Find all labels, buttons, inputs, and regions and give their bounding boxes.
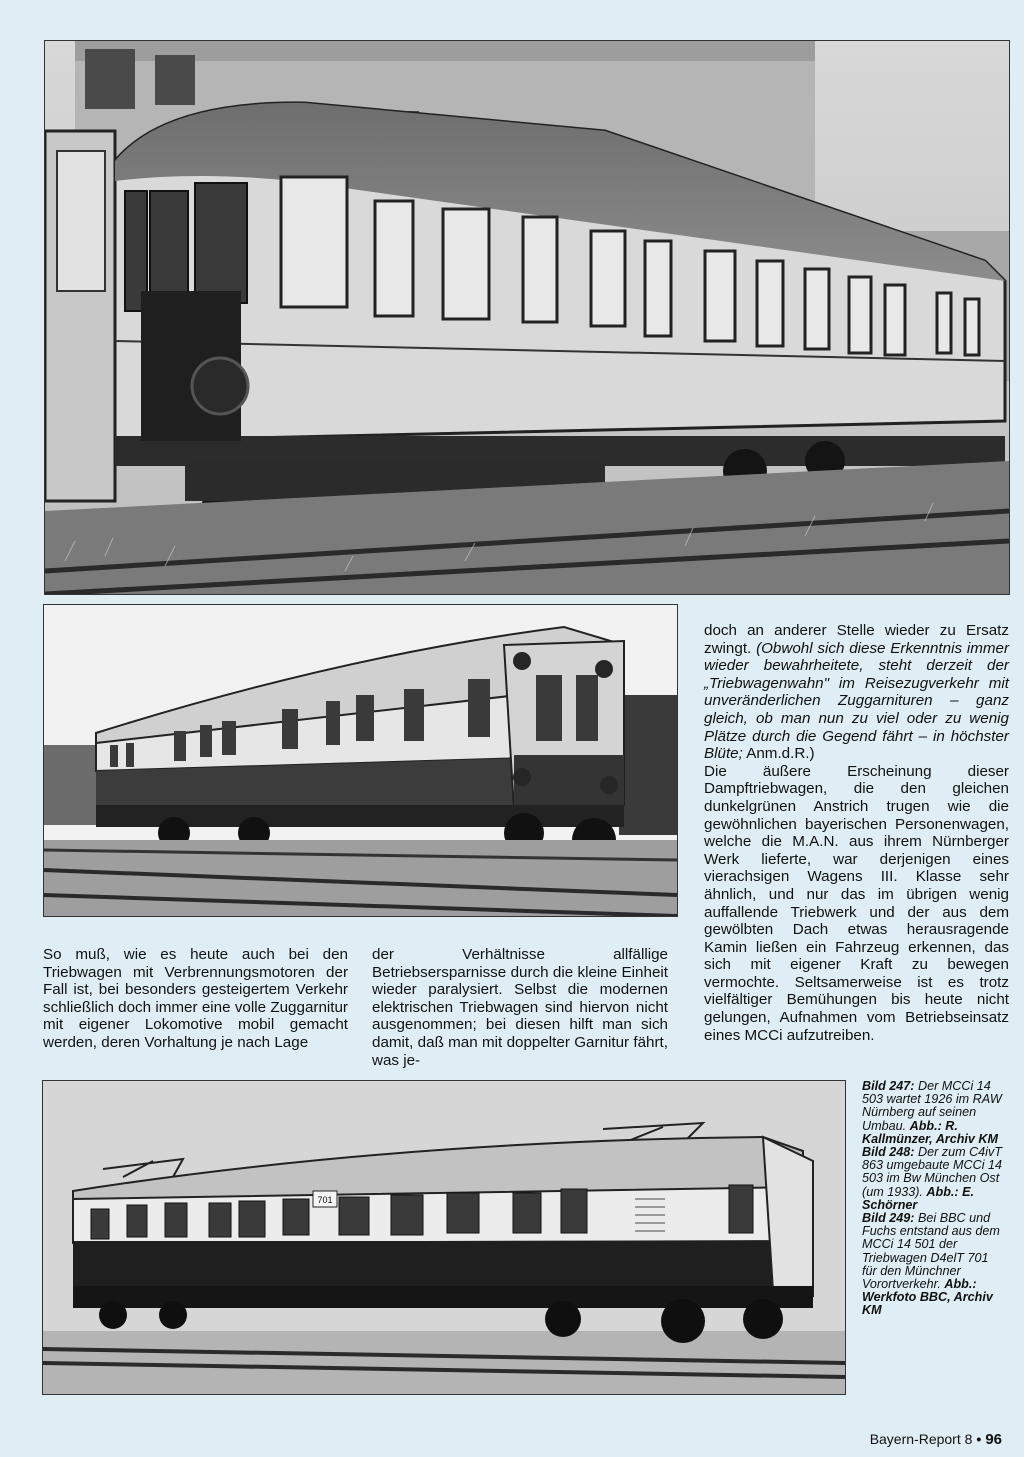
caption-credit: Abb.: Werkfoto BBC, Archiv KM <box>862 1277 993 1318</box>
editor-note-italic: (Obwohl sich diese Erkenntnis immer wieder bewahrheitete, steht derzeit der „Triebwagenwahn" im Reisezugverkehr mit unveränderlichen Zuggarnituren – ganz gleich, ob man nun zu viel oder zu wenig Plätze durch die Gegend fährt – in höchster Blüte; <box>704 639 1009 763</box>
electric-railcar-illustration <box>43 1081 845 1394</box>
text-run: Anm.d.R.) <box>742 745 815 763</box>
body-text-column-middle <box>372 946 668 1069</box>
photo-bild-248 <box>43 604 678 917</box>
page-number: 96 <box>985 1431 1002 1448</box>
paragraph-left: So muß, wie es heute auch bei den Triebwagen mit Verbrennungsmotoren der Fall ist, bei besonders gesteigertem Verkehr schließlich doch immer eine volle Zuggarnitur mit eigener Lokomotive mobil gemacht werden, deren Vorhaltung je nach Lage <box>43 946 348 1051</box>
caption-text: Bei BBC und Fuchs entstand aus dem MCCi 14 501 der Triebwagen D4elT 701 für den Münchner Vorortverkehr. <box>862 1211 1000 1292</box>
caption-text: Der MCCi 14 503 wartet 1926 im RAW Nürnberg auf seinen Umbau. <box>862 1079 1002 1133</box>
body-text-column-right <box>704 622 1009 1044</box>
text-run: doch an anderer Stelle wieder zu Ersatz zwingt. <box>704 622 1009 657</box>
caption-label: Bild 249: <box>862 1211 915 1226</box>
page-footer <box>870 1431 1002 1448</box>
publication-name: Bayern-Report 8 <box>869 1431 973 1447</box>
photo-bild-247 <box>44 40 1010 595</box>
paragraph-middle: der Verhältnisse allfällige Betriebsersparnisse durch die kleine Einheit wieder paralysiert. Selbst die modernen elektrischen Triebwagen sind hiervon nicht ausgenommen; bei diesen hilft man sich damit, daß man mit doppelter Garnitur fährt, was je- <box>372 946 668 1069</box>
footer-separator: • <box>976 1431 982 1447</box>
photo-bild-249 <box>42 1080 846 1395</box>
steam-railcar-illustration <box>45 41 1009 594</box>
caption-label: Bild 247: <box>862 1079 915 1093</box>
car-number-plate: 701 <box>317 1195 333 1205</box>
caption-bild-249 <box>862 1212 1002 1318</box>
caption-text: Der zum C4ivT 863 umgebaute MCCi 14 503 im Bw München Ost (um 1933). <box>862 1145 1003 1199</box>
body-text-column-left <box>43 946 348 1052</box>
photo-captions <box>862 1080 1002 1318</box>
caption-label: Bild 248: <box>862 1145 915 1160</box>
caption-bild-247 <box>862 1080 1002 1146</box>
converted-railcar-illustration <box>44 605 677 916</box>
caption-credit: Abb.: R. Kallmünzer, Archiv KM <box>862 1118 998 1146</box>
caption-credit: Abb.: E. Schörner <box>862 1184 974 1212</box>
paragraph-continuation <box>704 622 1009 763</box>
caption-bild-248 <box>862 1146 1002 1212</box>
paragraph-appearance: Die äußere Erscheinung dieser Dampftriebwagen, die den gleichen dunkelgrünen Anstrich trugen wie die gewöhnlichen bayerischen Personenwagen, welche die M.A.N. aus ihrem Nürnberger Werk lieferte, war derjenigen eines vierachsigen Wagens III. Klasse sehr ähnlich, und nur das im übrigen wenig auffallende Triebwerk und der aus dem gewölbten Dach etwas herausragende Kamin ließen ein Fahrzeug erkennen, das sich mit eigener Kraft zu bewegen vermochte. Seltsamerweise ist es trotz vielfältiger Bemühungen bis heute nicht gelungen, Aufnahmen vom Betriebseinsatz eines MCCi aufzutreiben. <box>704 762 1009 1044</box>
